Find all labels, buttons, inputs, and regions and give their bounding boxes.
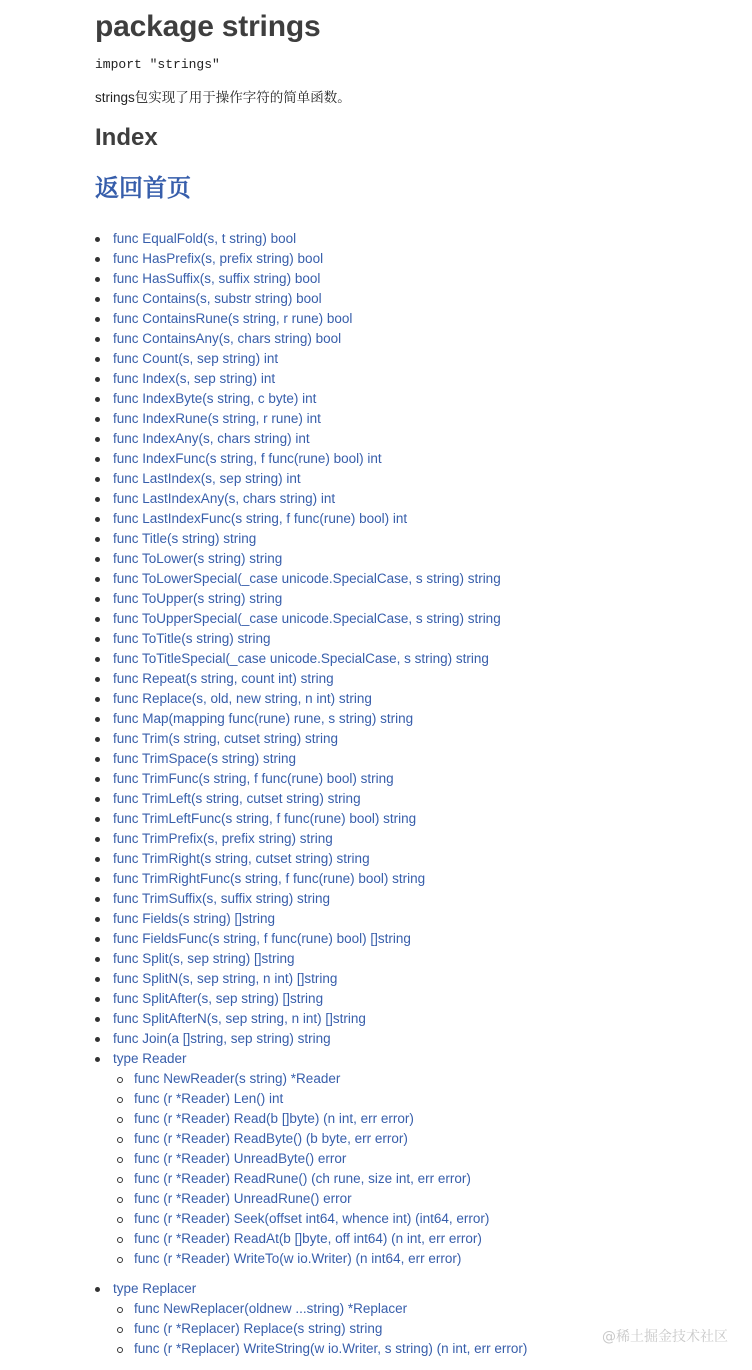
page-title: package strings [95,10,321,43]
method-link[interactable]: func (r *Reader) ReadRune() (ch rune, size int, err error) [134,1171,471,1186]
index-item [95,269,735,289]
function-link[interactable]: func Title(s string) string [113,531,257,546]
function-link[interactable]: func TrimLeft(s string, cutset string) string [113,791,361,806]
function-link[interactable]: func IndexFunc(s string, f func(rune) bool) int [113,451,382,466]
bullet-icon [95,517,100,522]
bullet-icon [95,977,100,982]
bullet-icon [95,757,100,762]
method-link[interactable]: func (r *Reader) Len() int [134,1091,284,1106]
bullet-icon [95,557,100,562]
function-link[interactable]: func EqualFold(s, t string) bool [113,231,297,246]
index-item [95,969,735,989]
circle-bullet-icon [117,1077,123,1083]
index-item [95,369,735,389]
method-link[interactable]: func (r *Reader) Seek(offset int64, whence int) (int64, error) [134,1211,490,1226]
index-item [95,669,735,689]
index-item [95,709,735,729]
index-item [95,629,735,649]
function-link[interactable]: func TrimFunc(s string, f func(rune) bool) string [113,771,394,786]
index-item [95,829,735,849]
type-link[interactable]: type Reader [113,1051,187,1066]
method-link[interactable]: func NewReplacer(oldnew ...string) *Replacer [134,1301,408,1316]
home-link[interactable]: 返回首页 [95,175,191,202]
index-item [95,229,735,249]
index-item [95,469,735,489]
method-item [95,1089,735,1109]
index-item [95,949,735,969]
function-link[interactable]: func SplitAfterN(s, sep string, n int) []string [113,1011,366,1026]
index-item [95,509,735,529]
circle-bullet-icon [117,1197,123,1203]
bullet-icon [95,797,100,802]
circle-bullet-icon [117,1257,123,1263]
circle-bullet-icon [117,1307,123,1313]
import-statement: import "strings" [95,57,220,72]
bullet-icon [95,257,100,262]
bullet-icon [95,957,100,962]
bullet-icon [95,937,100,942]
method-link[interactable]: func (r *Reader) Read(b []byte) (n int, err error) [134,1111,414,1126]
bullet-icon [95,597,100,602]
index-item [95,389,735,409]
method-link[interactable]: func (r *Replacer) WriteString(w io.Writer, s string) (n int, err error) [134,1341,528,1356]
index-item [95,869,735,889]
method-link[interactable]: func (r *Reader) UnreadByte() error [134,1151,347,1166]
index-item [95,909,735,929]
index-item [95,989,735,1009]
bullet-icon [95,417,100,422]
function-link[interactable]: func Contains(s, substr string) bool [113,291,322,306]
index-item [95,769,735,789]
bullet-icon [95,1057,100,1062]
method-link[interactable]: func (r *Reader) UnreadRune() error [134,1191,352,1206]
index-item [95,929,735,949]
function-link[interactable]: func Join(a []string, sep string) string [113,1031,331,1046]
bullet-icon [95,317,100,322]
method-item [95,1299,735,1319]
index-item [95,1029,735,1049]
index-item [95,889,735,909]
circle-bullet-icon [117,1177,123,1183]
function-link[interactable]: func HasPrefix(s, prefix string) bool [113,251,324,266]
method-link[interactable]: func (r *Reader) WriteTo(w io.Writer) (n int64, err error) [134,1251,462,1266]
function-link[interactable]: func ToLower(s string) string [113,551,283,566]
bullet-icon [95,377,100,382]
function-link[interactable]: func SplitN(s, sep string, n int) []string [113,971,338,986]
bullet-icon [95,457,100,462]
bullet-icon [95,897,100,902]
index-type-group [95,1049,735,1269]
index-heading: Index [95,124,158,151]
function-link[interactable]: func TrimSpace(s string) string [113,751,297,766]
method-link[interactable]: func (r *Replacer) Replace(s string) string [134,1321,383,1336]
index-item [95,529,735,549]
index-item [95,729,735,749]
function-link[interactable]: func TrimLeftFunc(s string, f func(rune) bool) string [113,811,417,826]
method-item [95,1249,735,1269]
bullet-icon [95,397,100,402]
bullet-icon [95,297,100,302]
bullet-icon [95,677,100,682]
function-link[interactable]: func ContainsAny(s, chars string) bool [113,331,342,346]
method-link[interactable]: func (r *Reader) ReadAt(b []byte, off int64) (n int, err error) [134,1231,482,1246]
function-link[interactable]: func SplitAfter(s, sep string) []string [113,991,324,1006]
bullet-icon [95,837,100,842]
circle-bullet-icon [117,1157,123,1163]
bullet-icon [95,477,100,482]
index-item [95,809,735,829]
bullet-icon [95,1037,100,1042]
bullet-icon [95,917,100,922]
method-link[interactable]: func (r *Reader) ReadByte() (b byte, err error) [134,1131,408,1146]
function-link[interactable]: func TrimRightFunc(s string, f func(rune) bool) string [113,871,426,886]
index-item [95,289,735,309]
index-item [95,329,735,349]
index-item [95,309,735,329]
bullet-icon [95,717,100,722]
function-link[interactable]: func ToUpperSpecial(_case unicode.SpecialCase, s string) string [113,611,501,626]
circle-bullet-icon [117,1137,123,1143]
index-item [95,689,735,709]
index-item [95,849,735,869]
bullet-icon [95,637,100,642]
function-link[interactable]: func IndexRune(s string, r rune) int [113,411,321,426]
type-link[interactable]: type Replacer [113,1281,197,1296]
method-item [95,1149,735,1169]
function-link[interactable]: func LastIndexFunc(s string, f func(rune) bool) int [113,511,408,526]
bullet-icon [95,437,100,442]
function-link[interactable]: func Split(s, sep string) []string [113,951,295,966]
function-link[interactable]: func LastIndex(s, sep string) int [113,471,301,486]
function-link[interactable]: func HasSuffix(s, suffix string) bool [113,271,321,286]
method-list [113,1069,735,1269]
bullet-icon [95,357,100,362]
index-item [95,249,735,269]
function-link[interactable]: func FieldsFunc(s string, f func(rune) bool) []string [113,931,411,946]
bullet-icon [95,657,100,662]
function-link[interactable]: func ContainsRune(s string, r rune) bool [113,311,353,326]
method-link[interactable]: func NewReader(s string) *Reader [134,1071,341,1086]
bullet-icon [95,497,100,502]
function-link[interactable]: func TrimSuffix(s, suffix string) string [113,891,331,906]
method-item [95,1129,735,1149]
index-item [95,349,735,369]
function-link[interactable]: func Map(mapping func(rune) rune, s string) string [113,711,414,726]
index-item [95,449,735,469]
bullet-icon [95,237,100,242]
bullet-icon [95,697,100,702]
index-item [95,489,735,509]
function-link[interactable]: func IndexAny(s, chars string) int [113,431,310,446]
bullet-icon [95,877,100,882]
bullet-icon [95,537,100,542]
method-item [95,1189,735,1209]
index-item [95,749,735,769]
method-item [95,1109,735,1129]
bullet-icon [95,857,100,862]
bullet-icon [95,737,100,742]
circle-bullet-icon [117,1217,123,1223]
function-link[interactable]: func Repeat(s string, count int) string [113,671,334,686]
index-item [95,609,735,629]
bullet-icon [95,777,100,782]
function-link[interactable]: func ToUpper(s string) string [113,591,283,606]
method-item [95,1169,735,1189]
index-item [95,549,735,569]
circle-bullet-icon [117,1117,123,1123]
index-item [95,409,735,429]
method-item [95,1229,735,1249]
function-link[interactable]: func ToLowerSpecial(_case unicode.SpecialCase, s string) string [113,571,501,586]
function-link[interactable]: func Fields(s string) []string [113,911,276,926]
bullet-icon [95,577,100,582]
function-link[interactable]: func Trim(s string, cutset string) string [113,731,339,746]
package-description: strings包实现了用于操作字符的简单函数。 [95,90,351,105]
function-link[interactable]: func TrimPrefix(s, prefix string) string [113,831,333,846]
index-item [95,589,735,609]
bullet-icon [95,997,100,1002]
function-link[interactable]: func Replace(s, old, new string, n int) string [113,691,372,706]
function-link[interactable]: func ToTitle(s string) string [113,631,271,646]
function-link[interactable]: func ToTitleSpecial(_case unicode.SpecialCase, s string) string [113,651,489,666]
bullet-icon [95,337,100,342]
bullet-icon [95,817,100,822]
index-item [95,429,735,449]
circle-bullet-icon [117,1237,123,1243]
index-item [95,569,735,589]
bullet-icon [95,277,100,282]
bullet-icon [95,1017,100,1022]
index-item [95,789,735,809]
method-item [95,1069,735,1089]
index-type-group [95,1279,735,1359]
function-link[interactable]: func TrimRight(s string, cutset string) string [113,851,370,866]
circle-bullet-icon [117,1327,123,1333]
bullet-icon [95,617,100,622]
function-link[interactable]: func IndexByte(s string, c byte) int [113,391,317,406]
index-item [95,649,735,669]
method-item [95,1209,735,1229]
watermark: @稀土掘金技术社区 [602,1329,728,1345]
circle-bullet-icon [117,1097,123,1103]
function-link[interactable]: func Count(s, sep string) int [113,351,279,366]
index-item [95,1009,735,1029]
index-list [95,229,735,1359]
function-link[interactable]: func LastIndexAny(s, chars string) int [113,491,336,506]
bullet-icon [95,1287,100,1292]
circle-bullet-icon [117,1347,123,1353]
function-link[interactable]: func Index(s, sep string) int [113,371,276,386]
